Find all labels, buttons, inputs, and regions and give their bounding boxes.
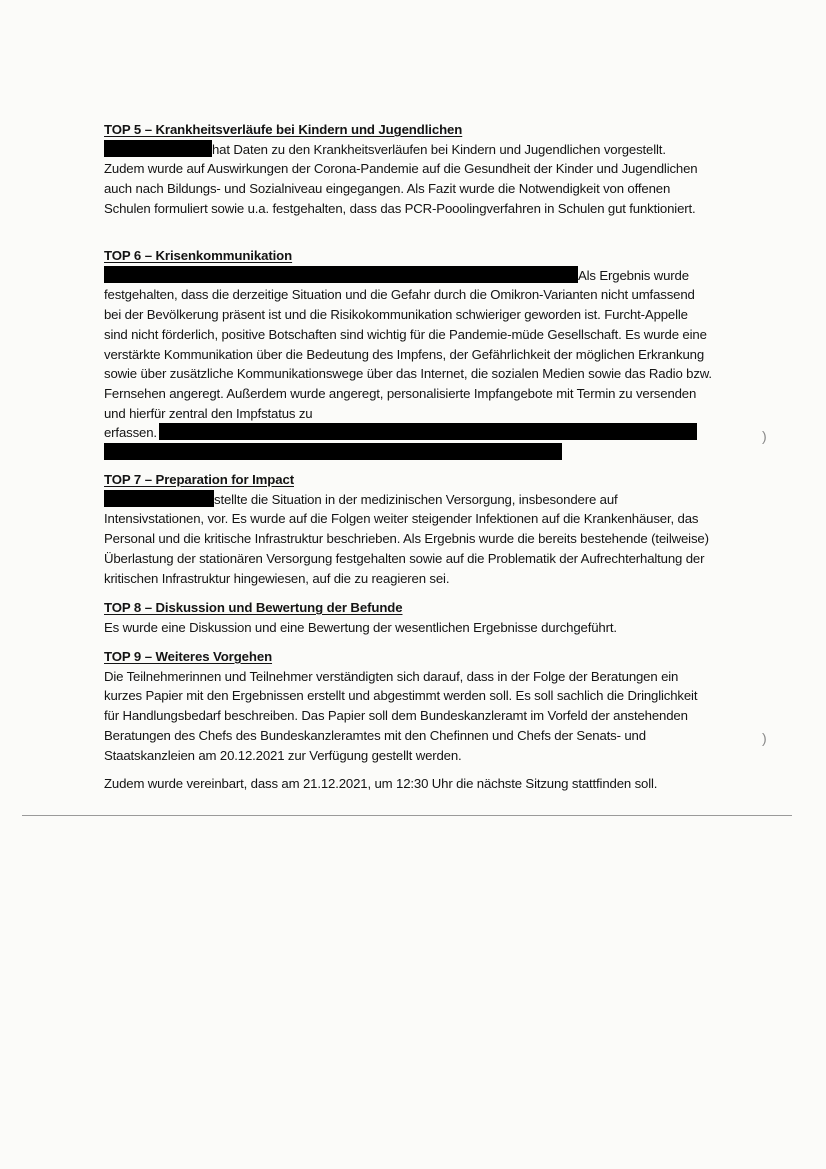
section-top5	[104, 120, 714, 219]
top6-last-line	[104, 423, 714, 443]
top6-last-line-text: erfassen.	[104, 425, 157, 441]
top5-first-line-text: hat Daten zu den Krankheitsverläufen bei Kindern und Jugendlichen vorgestellt.	[212, 141, 666, 157]
scan-mark: )	[762, 428, 767, 444]
section-top8	[104, 598, 714, 637]
top8-heading: TOP 8 – Diskussion und Bewertung der Befunde	[104, 600, 403, 615]
top5-first-line	[104, 140, 714, 160]
top6-first-line-text: Als Ergebnis wurde	[578, 267, 689, 283]
top7-first-line-text: stellte die Situation in der medizinischen Versorgung, insbesondere auf	[214, 491, 618, 507]
page-divider-line	[22, 815, 792, 816]
top6-heading: TOP 6 – Krisenkommunikation	[104, 248, 293, 263]
top6-body: festgehalten, dass die derzeitige Situation und die Gefahr durch die Omikron-Varianten nicht umfassend bei der Bevölkerung präsent ist und die Risikokommunikation schwieriger geworden ist. Furcht-Appelle sind nicht förderlich, positive Botschaften sind wichtig für die Pandemie-müde Gesellschaft. Es wurde eine verstärkte Kommunikation über die Bedeutung des Impfens, der Gefährlichkeit der möglichen Erkrankung sowie über zusätzliche Kommunikationswege über das Internet, die sozialen Medien sowie das Radio bzw. Fernsehen angeregt. Außerdem wurde angeregt, personalisierte Impfangebote mit Termin zu versenden und hierfür zentral den Impfstatus zu	[104, 287, 712, 421]
top7-first-line	[104, 490, 714, 510]
redaction-bar	[104, 266, 578, 283]
redaction-bar	[104, 443, 562, 460]
top6-first-line	[104, 266, 714, 286]
section-top6	[104, 246, 714, 460]
top8-body: Es wurde eine Diskussion und eine Bewertung der wesentlichen Ergebnisse durchgeführt.	[104, 619, 617, 635]
top9-body: Die Teilnehmerinnen und Teilnehmer verständigten sich darauf, dass in der Folge der Beratungen ein kurzes Papier mit den Ergebnissen erstellt und abgestimmt werden soll. Es soll sachlich die Dringlichkeit für Handlungsbedarf beschreiben. Das Papier soll dem Bundeskanzleramt im Vorfeld der anstehenden Beratungen des Chefs des Bundeskanzleramtes mit den Chefinnen und Chefs der Senats- und Staatskanzleien am 20.12.2021 zur Verfügung gestellt werden.	[104, 668, 698, 763]
section-top9	[104, 647, 714, 794]
top9-closing: Zudem wurde vereinbart, dass am 21.12.2021, um 12:30 Uhr die nächste Sitzung stattfinden soll.	[104, 776, 658, 792]
scan-mark: )	[762, 730, 767, 746]
redaction-bar	[159, 423, 697, 440]
top5-body: Zudem wurde auf Auswirkungen der Corona-Pandemie auf die Gesundheit der Kinder und Jugendlichen auch nach Bildungs- und Sozialniveau eingegangen. Als Fazit wurde die Notwendigkeit von offenen Schulen formuliert sowie u.a. festgehalten, dass das PCR-Pooolingverfahren in Schulen gut funktioniert.	[104, 161, 698, 216]
top5-heading: TOP 5 – Krankheitsverläufe bei Kindern und Jugendlichen	[104, 122, 463, 137]
top7-heading: TOP 7 – Preparation for Impact	[104, 472, 294, 487]
top9-heading: TOP 9 – Weiteres Vorgehen	[104, 649, 273, 664]
section-top7	[104, 470, 714, 588]
redaction-bar	[104, 490, 214, 507]
top7-body: Intensivstationen, vor. Es wurde auf die Folgen weiter steigender Infektionen auf die Krankenhäuser, das Personal und die kritische Infrastruktur beschrieben. Als Ergebnis wurde die bereits bestehende (teilweise) Überlastung der stationären Versorgung festgehalten sowie auf die Problematik der Aufrechterhaltung der kritischen Infrastruktur hingewiesen, auf die zu reagieren sei.	[104, 511, 709, 586]
redaction-bar	[104, 140, 212, 157]
